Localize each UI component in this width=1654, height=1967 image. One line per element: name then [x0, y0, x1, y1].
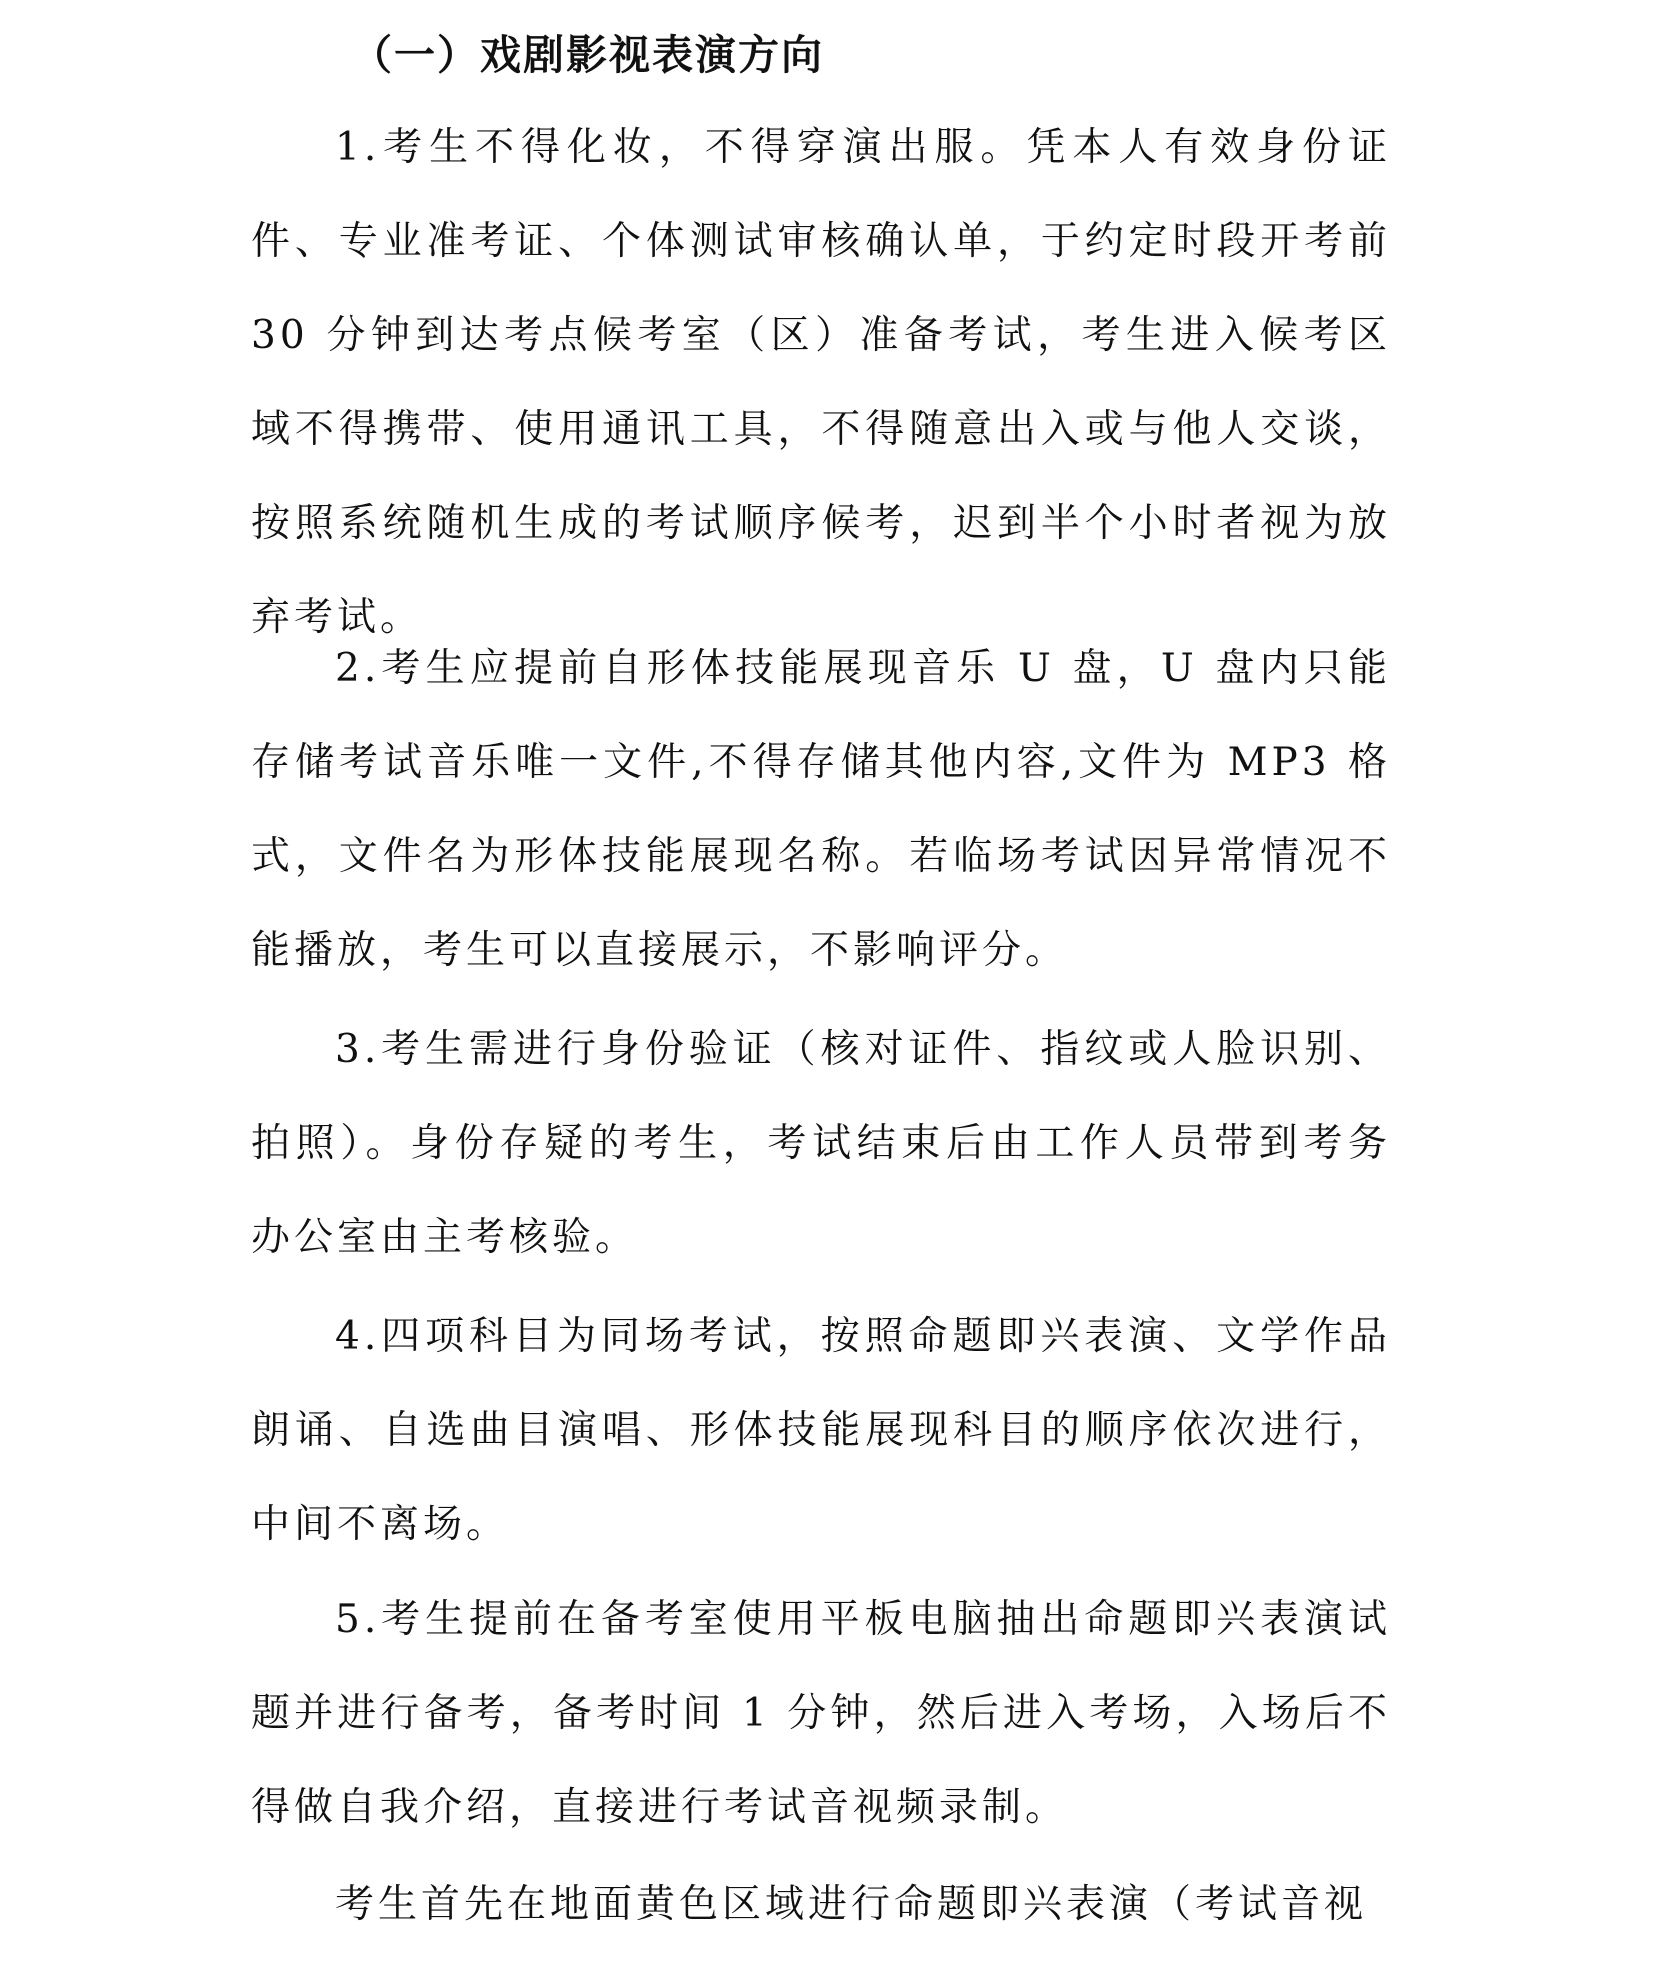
paragraph-rule-3: 3.考生需进行身份验证（核对证件、指纹或人脸识别、拍照）。身份存疑的考生，考试结束后由工作人员带到考务办公室由主考核验。	[251, 1027, 1391, 1260]
paragraph-rule-1: 1.考生不得化妆，不得穿演出服。凭本人有效身份证件、专业准考证、个体测试审核确认单，于约定时段开考前 30 分钟到达考点候考室（区）准备考试，考生进入候考区域不得携带、使用通讯工具，不得随意出入或与他人交谈，按照系统随机生成的考试顺序候考，迟到半个小时者视为放弃考试。	[251, 125, 1391, 640]
section-heading: （一）戏剧影视表演方向	[351, 31, 824, 79]
paragraph-rule-4: 4.四项科目为同场考试，按照命题即兴表演、文学作品朗诵、自选曲目演唱、形体技能展现科目的顺序依次进行，中间不离场。	[251, 1314, 1391, 1547]
paragraph-rule-5: 5.考生提前在备考室使用平板电脑抽出命题即兴表演试题并进行备考，备考时间 1 分钟，然后进入考场，入场后不得做自我介绍，直接进行考试音视频录制。	[251, 1597, 1391, 1830]
paragraph-rule-2: 2.考生应提前自形体技能展现音乐 U 盘，U 盘内只能存储考试音乐唯一文件,不得存储其他内容,文件为 MP3 格式，文件名为形体技能展现名称。若临场考试因异常情况不能播放，考生可以直接展示，不影响评分。	[251, 646, 1391, 973]
paragraph-continuation: 考生首先在地面黄色区域进行命题即兴表演（考试音视	[335, 1882, 1368, 1927]
